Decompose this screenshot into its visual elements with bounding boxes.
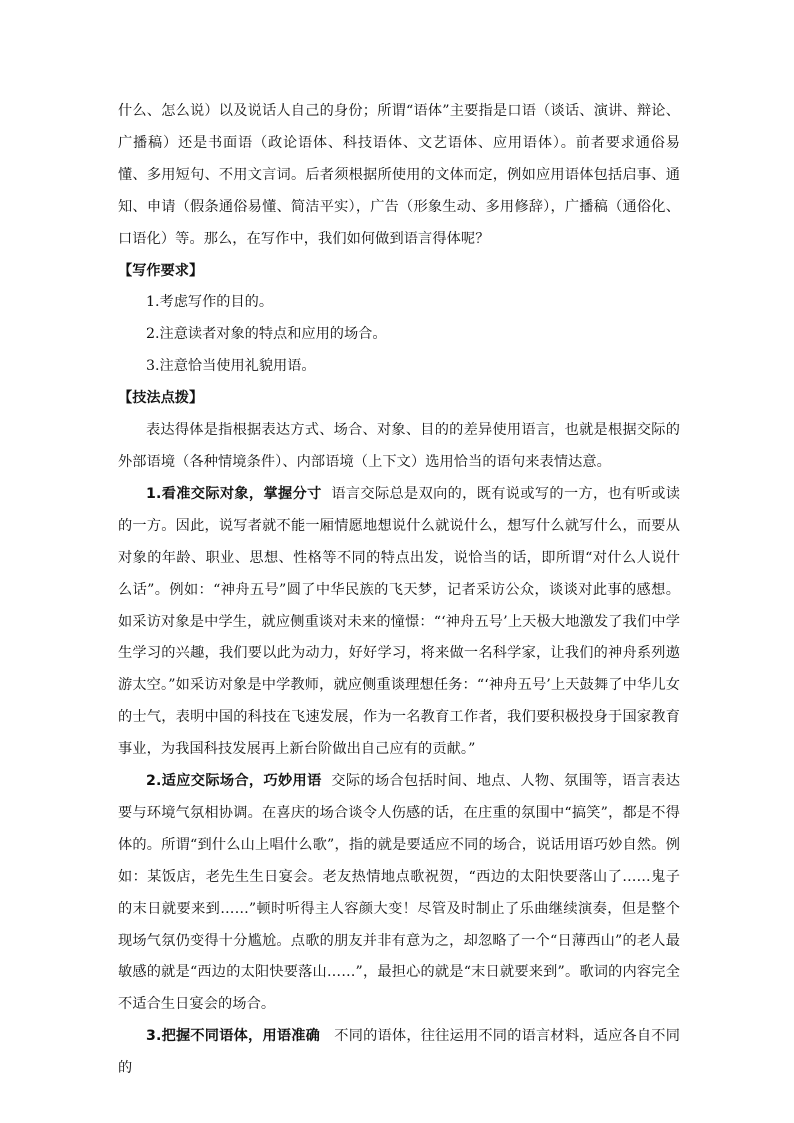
document-page — [118, 96, 680, 1085]
technique-point-2-lead: 2.适应交际场合，巧妙用语 — [146, 773, 322, 790]
technique-point-3-lead: 3.把握不同语体，用语准确 — [146, 1028, 321, 1045]
requirement-item-3: 3.注意恰当使用礼貌用语。 — [146, 358, 316, 375]
technique-point-3 — [118, 1021, 680, 1085]
intro-paragraph: 什么、怎么说）以及说话人自己的身份；所谓“语体”主要指是口语（谈话、演讲、辩论、广播稿）还是书面语（政论语体、科技语体、文艺语体、应用语体）。前者要求通俗易懂、多用短句、不用文言词。后者须根据所使用的文体而定，例如应用语体包括启事、通知、申请（假条通俗易懂、简洁平实），广告（形象生动、多用修辞），广播稿（通俗化、口语化）等。那么，在写作中，我们如何做到语言得体呢？ — [118, 103, 680, 247]
technique-point-2 — [118, 766, 680, 1021]
writing-requirements-heading: 【写作要求】 — [118, 262, 204, 279]
technique-point-1-lead: 1.看准交际对象，掌握分寸 — [146, 485, 322, 502]
technique-tips-heading: 【技法点拨】 — [118, 390, 204, 407]
technique-point-1 — [118, 479, 680, 766]
technique-point-3-body: 不同的语体，往往运用不同的语言材料，适应各自不同的 — [118, 1028, 680, 1077]
technique-point-1-body: 语言交际总是双向的，既有说或写的一方，也有听或读的一方。因此，说写者就不能一厢情愿地想说什么就说什么，想写什么就写什么，而要从对象的年龄、职业、思想、性格等不同的特点出发，说恰当的话，即所谓“对什么人说什么话”。例如：“神舟五号”圆了中华民族的飞天梦，记者采访公众，谈谈对此事的感想。如采访对象是中学生，就应侧重谈对未来的憧憬：“‘神舟五号’上天极大地激发了我们中学生学习的兴趣，我们要以此为动力，好好学习，将来做一名科学家，让我们的神舟系列遨游太空。”如采访对象是中学教师，就应侧重谈理想任务：“‘神舟五号’上天鼓舞了中华儿女的士气，表明中国的科技在飞速发展，作为一名教育工作者，我们要积极投身于国家教育事业，为我国科技发展再上新台阶做出自己应有的贡献。” — [118, 485, 680, 758]
requirement-item-2: 2.注意读者对象的特点和应用的场合。 — [146, 326, 387, 343]
technique-intro-paragraph: 表达得体是指根据表达方式、场合、对象、目的的差异使用语言，也就是根据交际的外部语境（各种情境条件）、内部语境（上下文）选用恰当的语句来表情达意。 — [118, 422, 680, 470]
requirement-item-1: 1.考虑写作的目的。 — [146, 294, 274, 311]
technique-point-2-body: 交际的场合包括时间、地点、人物、氛围等，语言表达要与环境气氛相协调。在喜庆的场合谈令人伤感的话，在庄重的氛围中“搞笑”，都是不得体的。所谓“到什么山上唱什么歌”，指的就是要适应不同的场合，说话用语巧妙自然。例如：某饭店，老先生生日宴会。老友热情地点歌祝贺，“西边的太阳快要落山了……鬼子的末日就要来到……”顿时听得主人容颜大变！尽管及时制止了乐曲继续演奏，但是整个现场气氛仍变得十分尴尬。点歌的朋友并非有意为之，却忽略了一个“日薄西山”的老人最敏感的就是“西边的太阳快要落山……”，最担心的就是“末日就要来到”。歌词的内容完全不适合生日宴会的场合。 — [118, 773, 680, 1013]
